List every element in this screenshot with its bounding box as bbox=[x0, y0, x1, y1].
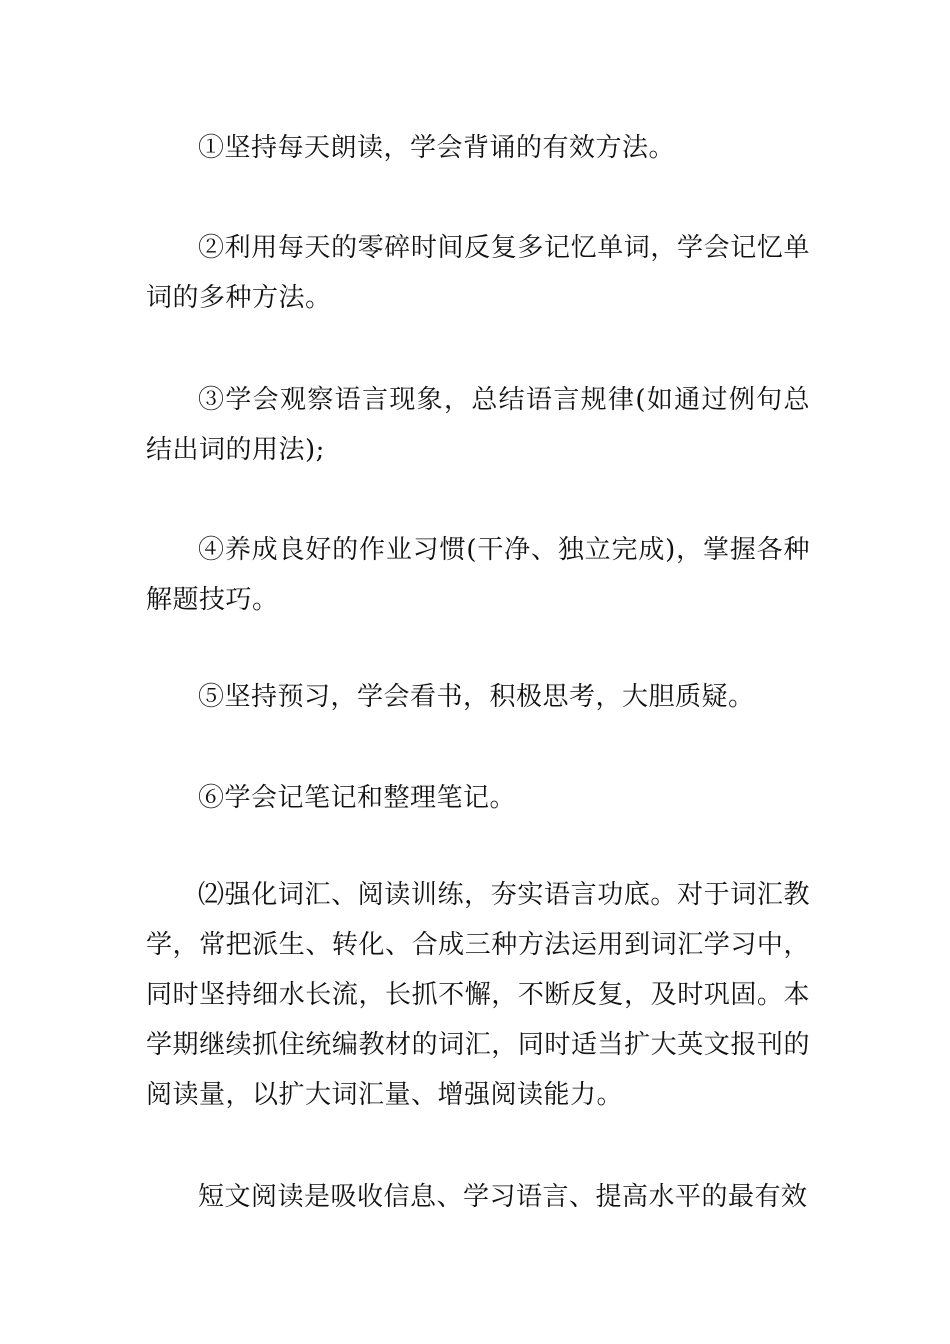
paragraph-1: ①坚持每天朗读，学会背诵的有效方法。 bbox=[198, 133, 676, 163]
paragraph-4: ④养成良好的作业习惯(干净、独立完成)，掌握各种解题技巧。 bbox=[146, 535, 810, 615]
paragraph-3: ③学会观察语言现象，总结语言规律(如通过例句总结出词的用法); bbox=[146, 385, 810, 465]
paragraph-8: 短文阅读是吸收信息、学习语言、提高水平的最有效 bbox=[198, 1182, 808, 1212]
paragraph-7: ⑵强化词汇、阅读训练，夯实语言功底。对于词汇教学，常把派生、转化、合成三种方法运用到词汇学习中，同时坚持细水长流，长抓不懈，不断反复，及时巩固。本学期继续抓住统编教材的词汇，同时适当扩大英文报刊的阅读量，以扩大词汇量、增强阅读能力。 bbox=[146, 880, 810, 1110]
paragraph-6: ⑥学会记笔记和整理笔记。 bbox=[198, 783, 517, 813]
paragraph-5: ⑤坚持预习，学会看书，积极思考，大胆质疑。 bbox=[198, 682, 755, 712]
paragraph-2: ②利用每天的零碎时间反复多记忆单词，学会记忆单词的多种方法。 bbox=[146, 233, 810, 313]
